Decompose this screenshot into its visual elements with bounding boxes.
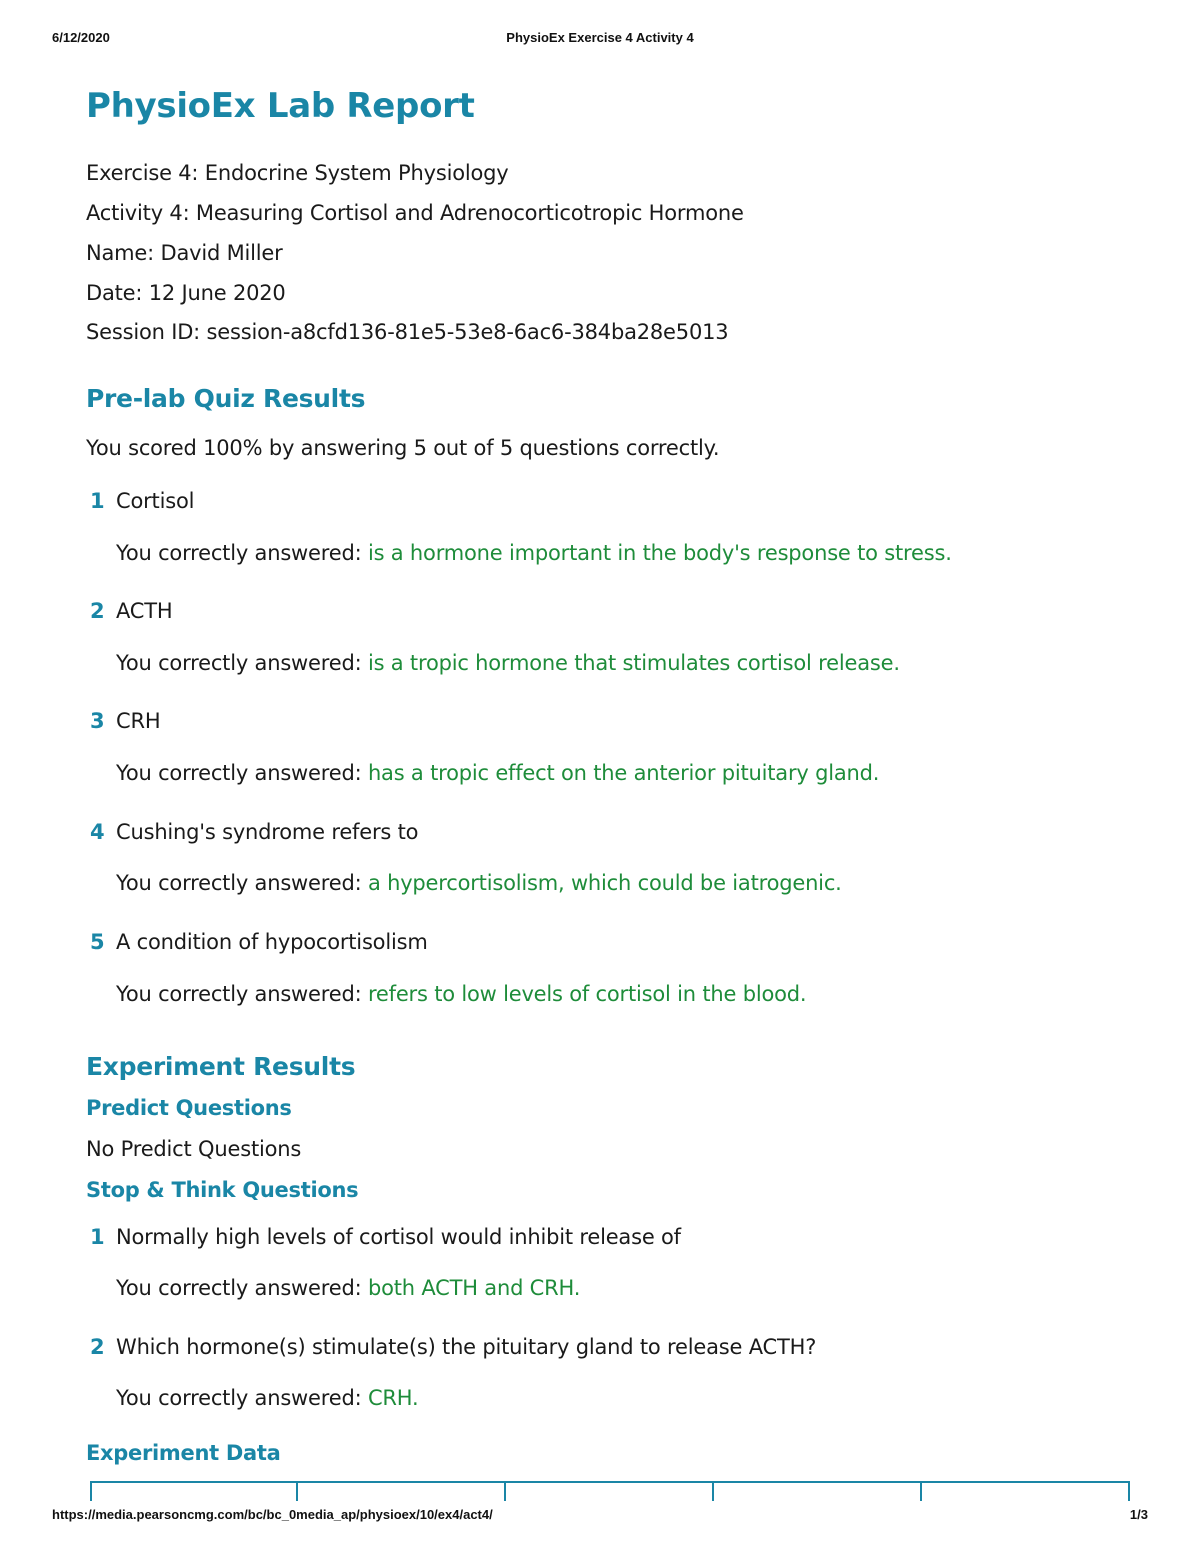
answer-text: a hypercortisolism, which could be iatrogenic. — [367, 871, 842, 895]
predict-text: No Predict Questions — [86, 1137, 302, 1161]
prelab-question-3 — [90, 709, 160, 733]
stop-think-heading: Stop & Think Questions — [86, 1178, 359, 1202]
stop-think-answer-2 — [116, 1386, 419, 1410]
answer-label: You correctly answered: — [116, 1276, 362, 1300]
print-footer — [52, 1507, 1148, 1527]
answer-label: You correctly answered: — [116, 871, 362, 895]
answer-label: You correctly answered: — [116, 651, 362, 675]
prelab-question-1 — [90, 489, 194, 513]
stop-think-question-2 — [90, 1335, 816, 1359]
experiment-heading: Experiment Results — [86, 1052, 356, 1081]
answer-text: is a tropic hormone that stimulates cortisol release. — [367, 651, 900, 675]
answer-text: has a tropic effect on the anterior pituitary gland. — [367, 761, 880, 785]
name-line: Name: David Miller — [86, 241, 283, 265]
answer-label: You correctly answered: — [116, 1386, 362, 1410]
prelab-question-2 — [90, 599, 172, 623]
prelab-heading: Pre-lab Quiz Results — [86, 384, 366, 413]
experiment-data-heading: Experiment Data — [86, 1441, 281, 1465]
prelab-answer-3 — [116, 761, 879, 785]
prelab-answer-5 — [116, 982, 806, 1006]
print-date: 6/12/2020 — [52, 30, 110, 45]
date-line: Date: 12 June 2020 — [86, 281, 286, 305]
prelab-score: You scored 100% by answering 5 out of 5 questions correctly. — [86, 436, 720, 460]
question-number: 4 — [90, 820, 105, 844]
question-text: ACTH — [116, 599, 173, 623]
answer-label: You correctly answered: — [116, 541, 362, 565]
prelab-answer-1 — [116, 541, 952, 565]
answer-label: You correctly answered: — [116, 982, 362, 1006]
question-text: CRH — [116, 709, 161, 733]
question-text: A condition of hypocortisolism — [116, 930, 428, 954]
answer-text: CRH. — [367, 1386, 419, 1410]
predict-heading: Predict Questions — [86, 1096, 292, 1120]
session-line: Session ID: session-a8cfd136-81e5-53e8-6ac6-384ba28e5013 — [86, 320, 729, 344]
prelab-question-4 — [90, 820, 418, 844]
question-number: 2 — [90, 599, 105, 623]
question-text: Which hormone(s) stimulate(s) the pituitary gland to release ACTH? — [116, 1335, 817, 1359]
experiment-data-table-top — [90, 1481, 1130, 1503]
question-number: 1 — [90, 489, 105, 513]
question-number: 3 — [90, 709, 105, 733]
question-text: Cushing's syndrome refers to — [116, 820, 419, 844]
page-number: 1/3 — [1129, 1507, 1148, 1522]
answer-label: You correctly answered: — [116, 761, 362, 785]
question-text: Normally high levels of cortisol would inhibit release of — [116, 1225, 681, 1249]
question-number: 2 — [90, 1335, 105, 1359]
answer-text: refers to low levels of cortisol in the blood. — [367, 982, 807, 1006]
answer-text: is a hormone important in the body's response to stress. — [367, 541, 952, 565]
print-title: PhysioEx Exercise 4 Activity 4 — [506, 30, 694, 45]
question-number: 1 — [90, 1225, 105, 1249]
report-title: PhysioEx Lab Report — [86, 86, 475, 126]
answer-text: both ACTH and CRH. — [367, 1276, 581, 1300]
question-text: Cortisol — [116, 489, 195, 513]
exercise-line: Exercise 4: Endocrine System Physiology — [86, 161, 509, 185]
stop-think-question-1 — [90, 1225, 681, 1249]
prelab-answer-2 — [116, 651, 900, 675]
print-header — [52, 30, 1148, 50]
prelab-answer-4 — [116, 871, 842, 895]
question-number: 5 — [90, 930, 105, 954]
stop-think-answer-1 — [116, 1276, 580, 1300]
activity-line: Activity 4: Measuring Cortisol and Adrenocorticotropic Hormone — [86, 201, 744, 225]
prelab-question-5 — [90, 930, 428, 954]
print-url: https://media.pearsoncmg.com/bc/bc_0media_ap/physioex/10/ex4/act4/ — [52, 1507, 493, 1522]
